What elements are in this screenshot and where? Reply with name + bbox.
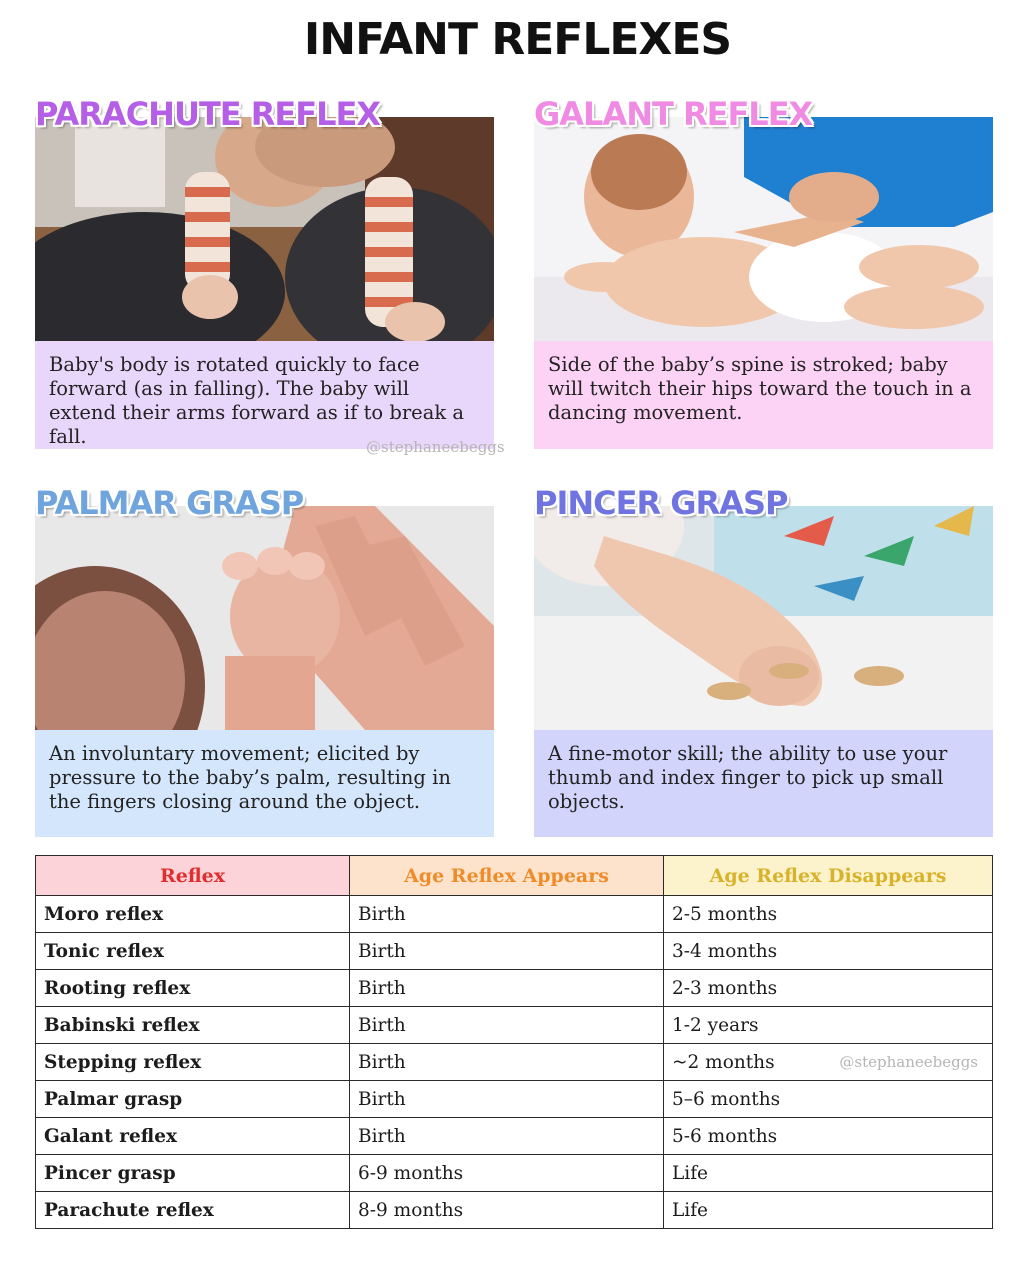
age-disappears-value: ~2 months bbox=[672, 1051, 775, 1073]
reflex-name: Moro reflex bbox=[36, 896, 350, 933]
header-reflex: Reflex bbox=[36, 856, 350, 896]
age-disappears: 5–6 months bbox=[664, 1081, 993, 1118]
age-disappears: 5-6 months bbox=[664, 1118, 993, 1155]
age-appears: Birth bbox=[350, 1118, 664, 1155]
parachute-reflex-description: Baby's body is rotated quickly to face forward (as in falling). The baby will extend their arms forward as if to break a fall. bbox=[35, 341, 494, 449]
table-row bbox=[36, 1044, 993, 1081]
age-appears: Birth bbox=[350, 970, 664, 1007]
header-age-appears: Age Reflex Appears bbox=[350, 856, 664, 896]
palmar-grasp-description: An involuntary movement; elicited by pressure to the baby’s palm, resulting in the fingers closing around the object. bbox=[35, 730, 494, 837]
reflex-age-table bbox=[35, 855, 993, 1229]
pincer-grasp-description: A fine-motor skill; the ability to use your thumb and index finger to pick up small objects. bbox=[534, 730, 993, 837]
age-appears: Birth bbox=[350, 896, 664, 933]
reflex-name: Stepping reflex bbox=[36, 1044, 350, 1081]
table-header-row bbox=[36, 856, 993, 896]
pincer-grasp-photo bbox=[534, 506, 993, 730]
pincer-grasp-heading: PINCER GRASP bbox=[534, 484, 788, 522]
age-disappears bbox=[664, 1044, 993, 1081]
table-row bbox=[36, 1155, 993, 1192]
age-appears: Birth bbox=[350, 1081, 664, 1118]
age-disappears: Life bbox=[664, 1155, 993, 1192]
reflex-name: Babinski reflex bbox=[36, 1007, 350, 1044]
reflex-name: Pincer grasp bbox=[36, 1155, 350, 1192]
parachute-reflex-heading: PARACHUTE REFLEX bbox=[35, 95, 381, 133]
age-appears: 6-9 months bbox=[350, 1155, 664, 1192]
galant-reflex-photo bbox=[534, 117, 993, 341]
galant-reflex-description: Side of the baby’s spine is stroked; baby will twitch their hips toward the touch in a dancing movement. bbox=[534, 341, 993, 449]
page-title: INFANT REFLEXES bbox=[303, 14, 732, 65]
reflex-name: Palmar grasp bbox=[36, 1081, 350, 1118]
age-appears: 8-9 months bbox=[350, 1192, 664, 1229]
header-age-disappears: Age Reflex Disappears bbox=[664, 856, 993, 896]
reflex-name: Tonic reflex bbox=[36, 933, 350, 970]
watermark-top: @stephaneebeggs bbox=[366, 438, 505, 456]
palmar-grasp-photo bbox=[35, 506, 494, 730]
age-appears: Birth bbox=[350, 933, 664, 970]
age-disappears: Life bbox=[664, 1192, 993, 1229]
galant-reflex-heading: GALANT REFLEX bbox=[534, 95, 813, 133]
table-row bbox=[36, 1081, 993, 1118]
table-row bbox=[36, 896, 993, 933]
table-row bbox=[36, 1118, 993, 1155]
table-row bbox=[36, 1192, 993, 1229]
age-disappears: 2-3 months bbox=[664, 970, 993, 1007]
parachute-reflex-photo bbox=[35, 117, 494, 341]
reflex-name: Parachute reflex bbox=[36, 1192, 350, 1229]
reflex-name: Galant reflex bbox=[36, 1118, 350, 1155]
age-disappears: 3-4 months bbox=[664, 933, 993, 970]
table-row bbox=[36, 970, 993, 1007]
table-row bbox=[36, 1007, 993, 1044]
table-row bbox=[36, 933, 993, 970]
age-disappears: 1-2 years bbox=[664, 1007, 993, 1044]
reflex-name: Rooting reflex bbox=[36, 970, 350, 1007]
palmar-grasp-heading: PALMAR GRASP bbox=[35, 484, 304, 522]
watermark-table: @stephaneebeggs bbox=[839, 1053, 978, 1071]
age-appears: Birth bbox=[350, 1007, 664, 1044]
age-appears: Birth bbox=[350, 1044, 664, 1081]
age-disappears: 2-5 months bbox=[664, 896, 993, 933]
